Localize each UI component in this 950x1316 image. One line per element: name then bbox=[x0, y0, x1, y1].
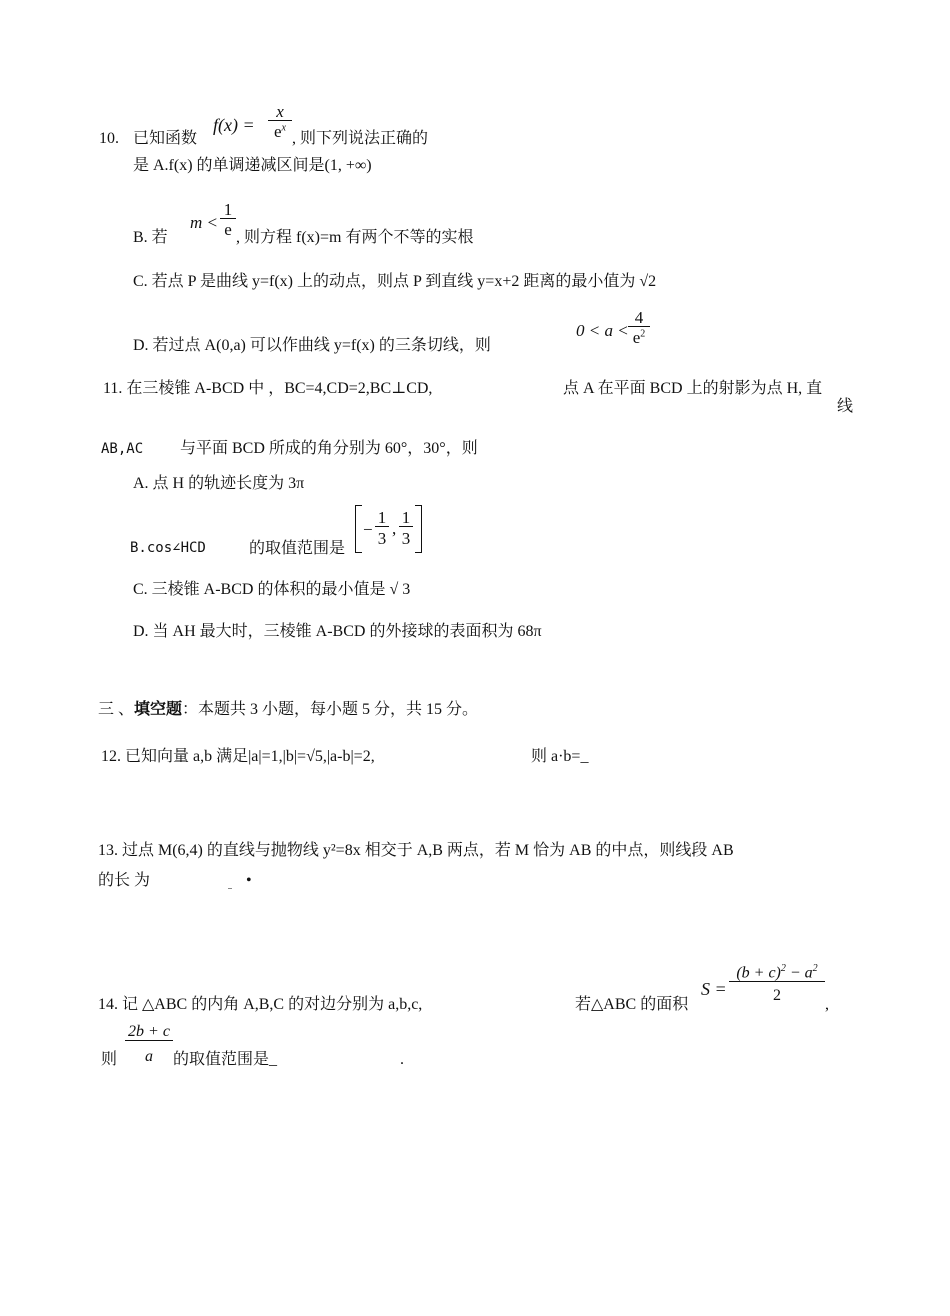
q10-option-d-den: e bbox=[632, 328, 641, 347]
q10-formula-lhs: f(x) = bbox=[213, 115, 255, 135]
q10-formula-fraction bbox=[268, 103, 292, 140]
q10-formula-num: x bbox=[276, 102, 284, 121]
q12-answer-blank: 则 a·b=_ bbox=[531, 748, 589, 765]
q11-stem-right: 点 A 在平面 BCD 上的射影为点 H, 直 bbox=[563, 380, 823, 397]
q11-option-d: D. 当 AH 最大时，三棱锥 A-BCD 的外接球的表面积为 68π bbox=[133, 623, 542, 640]
q11-option-b-text: 的取值范围是 bbox=[249, 540, 346, 557]
q14-line1: 14. 记 △ABC 的内角 A,B,C 的对边分别为 a,b,c, bbox=[98, 996, 423, 1013]
q11-option-c: C. 三棱锥 A-BCD 的体积的最小值是 √ 3 bbox=[133, 581, 411, 598]
q10-option-b-label: B. 若 bbox=[133, 229, 168, 246]
q14-tail: 的取值范围是_ bbox=[173, 1051, 278, 1068]
q10-option-a: 是 A.f(x) 的单调递减区间是(1, +∞) bbox=[133, 157, 372, 174]
q14-ratio-num: 2b + c bbox=[128, 1023, 170, 1040]
q11-line2-a: AB,AC bbox=[101, 441, 144, 457]
q10-option-b-num: 1 bbox=[223, 200, 233, 219]
q10-option-d-fraction bbox=[628, 309, 650, 346]
range-n1: 1 bbox=[377, 508, 387, 527]
q14-comma: , bbox=[825, 996, 829, 1013]
range-d2: 3 bbox=[399, 526, 413, 547]
section3-title: 填空题 bbox=[134, 701, 183, 718]
q10-formula-den-sup: x bbox=[281, 122, 286, 134]
right-bracket bbox=[415, 505, 422, 553]
section3-rest: ：本题共 3 小题，每小题 5 分，共 15 分。 bbox=[182, 701, 479, 718]
q14-area-text: 若△ABC 的面积 bbox=[575, 996, 689, 1013]
range-frac-1 bbox=[375, 509, 389, 547]
q10-formula-den: e bbox=[274, 122, 282, 141]
range-minus: − bbox=[363, 520, 373, 539]
section3-prefix: 三 、 bbox=[98, 701, 135, 718]
q10-option-d-ineq: 0 < a < bbox=[576, 321, 629, 340]
left-bracket bbox=[355, 505, 362, 553]
q11-option-b-range bbox=[355, 505, 423, 553]
q13-line2: 的长 为 bbox=[98, 872, 151, 889]
q14-area-fraction bbox=[729, 964, 825, 1004]
q10-option-d-den-sup: 2 bbox=[640, 328, 646, 340]
q10-option-d-num: 4 bbox=[634, 308, 644, 327]
q14-area-num-main: (b + c) bbox=[736, 964, 781, 982]
q12-text: 12. 已知向量 a,b 满足|a|=1,|b|=√5,|a-b|=2, bbox=[101, 748, 375, 765]
q13-line1: 13. 过点 M(6,4) 的直线与抛物线 y²=8x 相交于 A,B 两点，若 M 恰为 AB 的中点，则线段 AB bbox=[98, 842, 734, 859]
q11-stem-end: 线 bbox=[837, 398, 854, 415]
q14-area-num-sup: 2 bbox=[780, 963, 786, 974]
q14-ratio-den: a bbox=[125, 1040, 173, 1065]
q13-dot: • bbox=[246, 872, 252, 889]
range-d1: 3 bbox=[375, 526, 389, 547]
q11-stem: 11. 在三棱锥 A-BCD 中 ，BC=4,CD=2,BC⊥CD, bbox=[103, 380, 433, 397]
q14-area-num bbox=[729, 964, 825, 981]
q14-then: 则 bbox=[101, 1051, 118, 1068]
q10-option-b-fraction bbox=[220, 201, 236, 238]
q10-option-d: D. 若过点 A(0,a) 可以作曲线 y=f(x) 的三条切线，则 bbox=[133, 337, 491, 354]
range-frac-2 bbox=[399, 509, 413, 547]
q14-end: . bbox=[400, 1051, 404, 1068]
q10-option-b-m: m < bbox=[190, 213, 218, 232]
q11-option-a: A. 点 H 的轨迹长度为 3π bbox=[133, 475, 305, 492]
q14-area-den: 2 bbox=[729, 981, 825, 1004]
q14-area-num-tail-sup: 2 bbox=[812, 963, 818, 974]
q10-option-b-den: e bbox=[220, 218, 236, 238]
q11-line2-b: 与平面 BCD 所成的角分别为 60°，30°，则 bbox=[180, 440, 478, 457]
q13-blank-mark bbox=[228, 888, 232, 889]
q10-intro: 已知函数 bbox=[133, 130, 198, 147]
range-comma: , bbox=[392, 519, 397, 538]
q10-formula-den-wrap bbox=[268, 120, 292, 140]
q14-area-num-tail: − a bbox=[785, 964, 813, 982]
q10-option-c: C. 若点 P 是曲线 y=f(x) 上的动点，则点 P 到直线 y=x+2 距离的最小值为 √2 bbox=[133, 273, 657, 290]
q14-ratio-fraction bbox=[125, 1024, 173, 1065]
q10-option-b-tail: , 则方程 f(x)=m 有两个不等的实根 bbox=[236, 229, 474, 246]
range-n2: 1 bbox=[401, 508, 411, 527]
q10-intro-tail: , 则下列说法正确的 bbox=[292, 130, 429, 147]
q10-number: 10. bbox=[99, 130, 119, 147]
section3-heading bbox=[98, 702, 478, 718]
q10-option-d-den-wrap bbox=[628, 326, 650, 346]
q14-s-label: S = bbox=[701, 979, 727, 999]
q11-option-b-label: B.cos∠HCD bbox=[130, 540, 206, 556]
